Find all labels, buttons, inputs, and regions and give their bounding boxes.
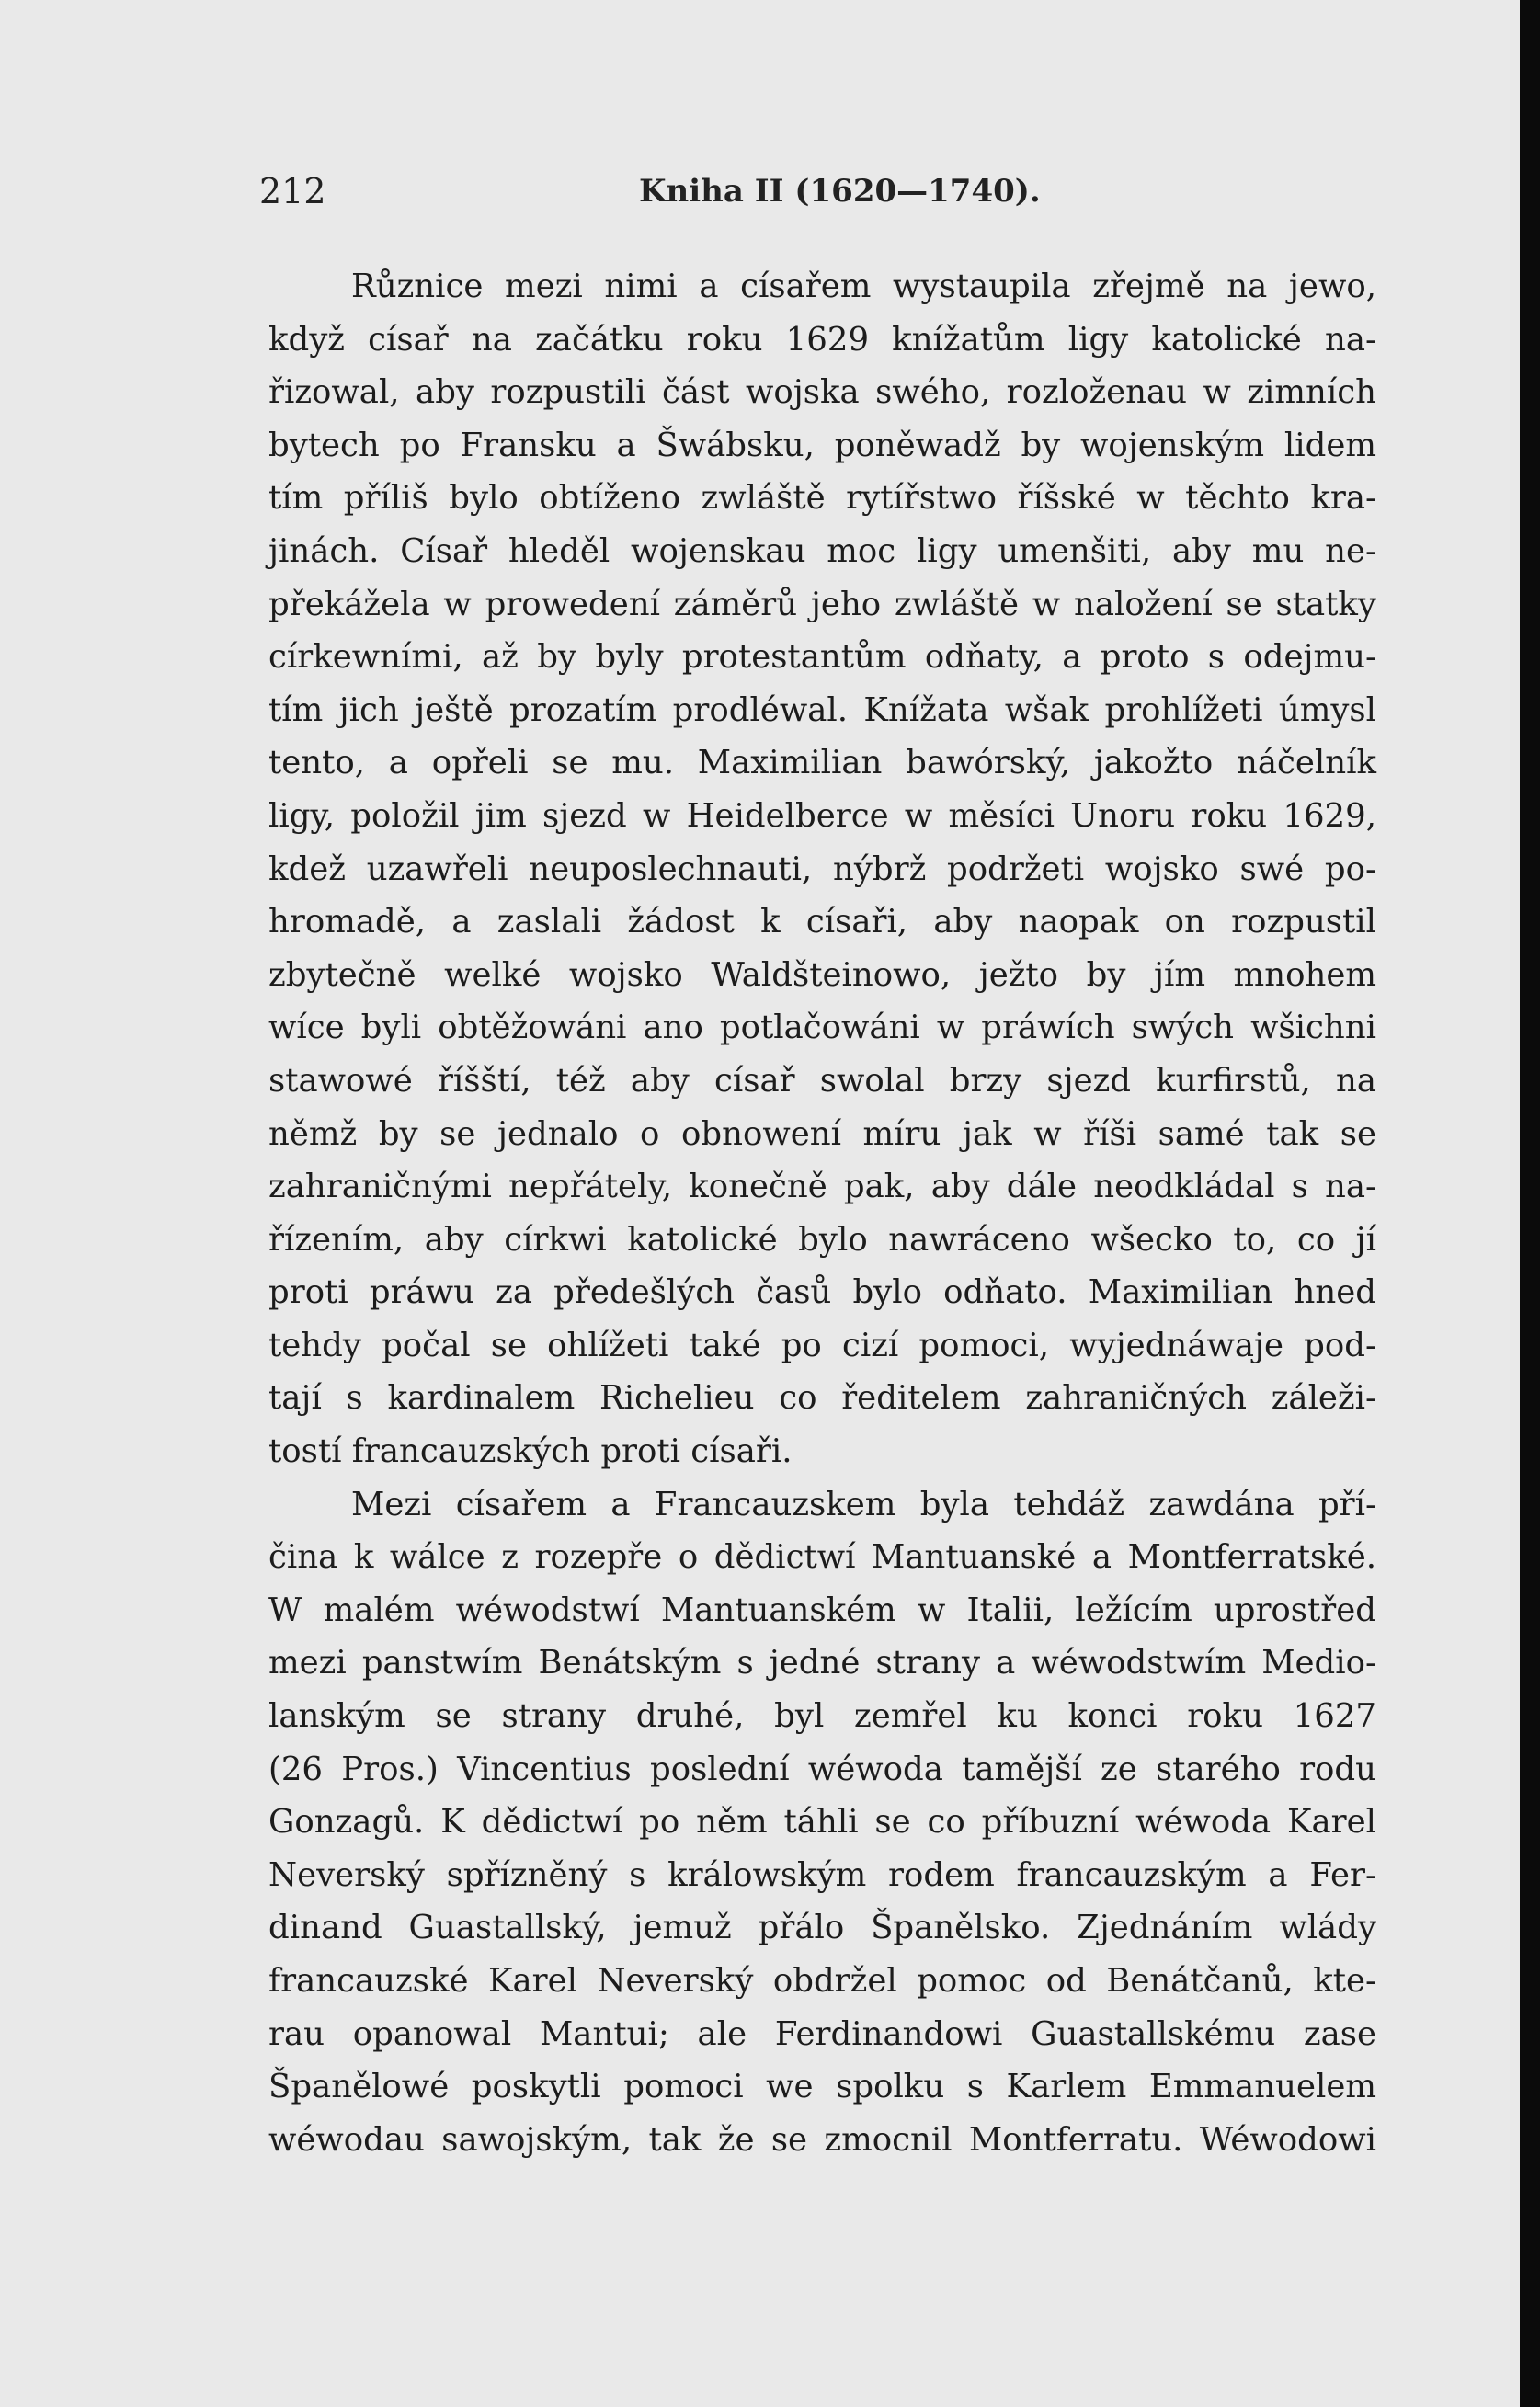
text-line: wíce byli obtěžowáni ano potlačowáni w práwích swých wšichni [268,1009,1376,1047]
text-line: Různice mezi nimi a císařem wystaupila zřejmě na jewo, [351,268,1376,305]
text-line: (26 Pros.) Vincentius poslední wéwoda tamější ze starého rodu [268,1750,1376,1788]
paragraph [268,260,1376,1478]
text-line: tím jich ještě prozatím prodléwal. Knížata wšak prohlížeti úmysl [268,690,1376,729]
text-line: Gonzagů. K dědictwí po něm táhli se co příbuzní wéwoda Karel [268,1803,1376,1842]
text-line: stawowé říšští, též aby císař swolal brzy sjezd kurfirstů, na [268,1061,1376,1100]
text-line: tehdy počal se ohlížeti také po cizí pomoci, wyjednáwaje pod- [268,1326,1376,1364]
text-line: rau opanowal Mantui; ale Ferdinandowi Guastallskému zase [268,2014,1376,2053]
text-line: Španělowé poskytli pomoci we spolku s Karlem Emmanuelem [268,2068,1376,2106]
page-header [259,171,1372,219]
text-line: hromadě, a zaslali žádost k císaři, aby naopak on rozpustil [268,903,1376,941]
text-line: bytech po Fransku a Šwábsku, poněwadž by wojenským lidem [268,426,1376,464]
text-line: tostí francauzských proti císaři. [268,1432,793,1471]
text-line: řízením, aby církwi katolické bylo nawráceno wšecko to, co jí [268,1220,1376,1259]
text-line: francauzské Karel Neverský obdržel pomoc od Benátčanů, kte- [268,1962,1376,2000]
text-line: jinách. Císař hleděl wojenskau moc ligy umenšiti, aby mu ne- [268,531,1376,570]
body-text [268,260,1376,2166]
text-line: když císař na začátku roku 1629 knížatům ligy katolické na- [268,320,1376,359]
text-line: Mezi císařem a Francauzskem byla tehdáž zawdána pří- [351,1485,1376,1523]
text-line: W malém wéwodstwí Mantuanském w Italii, ležícím uprostřed [268,1591,1376,1629]
text-line: mezi panstwím Benátským s jedné strany a wéwodstwím Medio- [268,1644,1376,1683]
text-line: ligy, položil jim sjezd w Heidelberce w měsíci Unoru roku 1629, [268,796,1376,835]
text-line: tím příliš bylo obtíženo zwláště rytířstwo říšské w těchto kra- [268,479,1376,518]
text-line: zahraničnými nepřátely, konečně pak, aby dále neodkládal s na- [268,1168,1376,1206]
text-line: lanským se strany druhé, byl zemřel ku konci roku 1627 [268,1697,1376,1736]
text-line: tají s kardinalem Richelieu co ředitelem zahraničných záleži- [268,1379,1376,1418]
text-line: proti práwu za předešlých časů bylo odňato. Maximilian hned [268,1273,1376,1312]
running-title: Kniha II (1620—1740). [639,173,1041,210]
text-line: překážela w prowedení záměrů jeho zwláště w naložení se statky [268,585,1376,623]
text-line: čina k wálce z rozepře o dědictwí Mantuanské a Montferratské. [268,1538,1376,1577]
text-line: zbytečně welké wojsko Waldšteinowo, ježto by jím mnohem [268,955,1376,994]
text-line: církewními, až by byly protestantům odňaty, a proto s odejmu- [268,638,1376,677]
text-line: wéwodau sawojským, tak že se zmocnil Montferratu. Wéwodowi [268,2120,1376,2159]
text-line: Neverský spřízněný s králowským rodem francauzským a Fer- [268,1855,1376,1894]
page-edge-shadow [1520,0,1540,2407]
text-line: kdež uzawřeli neuposlechnauti, nýbrž podržeti wojsko swé po- [268,850,1376,888]
paragraph [268,1478,1376,2167]
text-line: řizowal, aby rozpustili část wojska swého, rozloženau w zimních [268,373,1376,412]
text-line: němž by se jednalo o obnowení míru jak w říši samé tak se [268,1114,1376,1153]
text-line: tento, a opřeli se mu. Maximilian bawórský, jakožto náčelník [268,744,1376,782]
text-line: dinand Guastallský, jemuž přálo Španělsko. Zjednáním wlády [268,1909,1376,1947]
page-number: 212 [259,171,326,211]
